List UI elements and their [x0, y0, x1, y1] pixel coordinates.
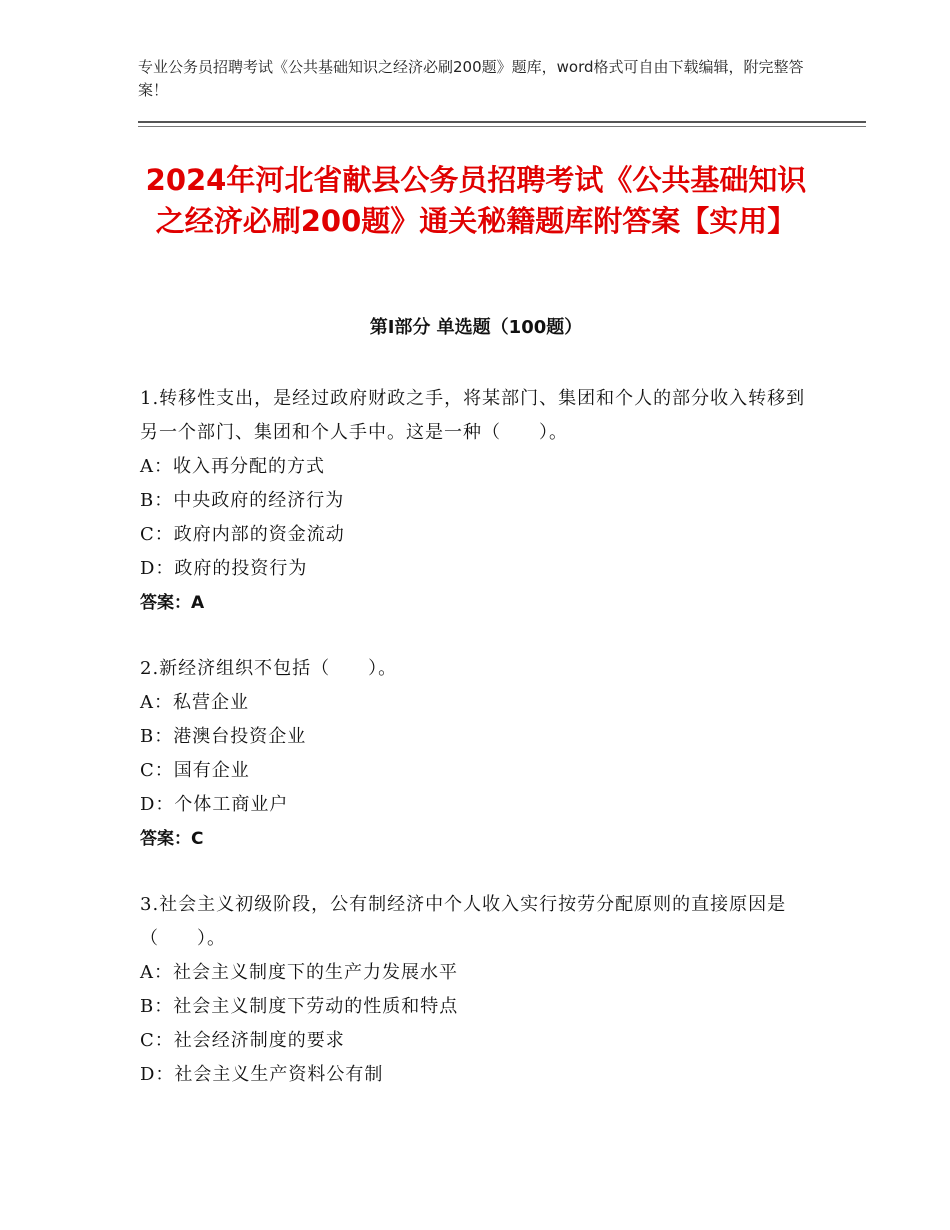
option-a: A：社会主义制度下的生产力发展水平 — [140, 962, 458, 983]
option-d: D：社会主义生产资料公有制 — [140, 1064, 384, 1085]
document-title: 2024年河北省献县公务员招聘考试《公共基础知识之经济必刷200题》通关秘籍题库附答案【实用】 — [145, 163, 807, 238]
section-title: 第I部分 单选题（100题） — [369, 317, 583, 338]
question-1 — [140, 382, 816, 620]
answer: 答案：C — [140, 829, 204, 849]
header-note: 专业公务员招聘考试《公共基础知识之经济必刷200题》题库，word格式可自由下载编辑，附完整答案！ — [138, 58, 804, 99]
answer: 答案：A — [140, 593, 205, 613]
question-list — [140, 382, 816, 1124]
option-b: B：港澳台投资企业 — [140, 726, 307, 747]
header-divider-thin — [138, 126, 866, 127]
question-stem: 3.社会主义初级阶段，公有制经济中个人收入实行按劳分配原则的直接原因是（ ）。 — [140, 894, 787, 949]
option-b: B：社会主义制度下劳动的性质和特点 — [140, 996, 459, 1017]
question-stem: 1.转移性支出，是经过政府财政之手，将某部门、集团和个人的部分收入转移到另一个部门、集团和个人手中。这是一种（ ）。 — [140, 388, 806, 443]
option-d: D：政府的投资行为 — [140, 558, 308, 579]
option-c: C：政府内部的资金流动 — [140, 524, 345, 545]
option-a: A：收入再分配的方式 — [140, 456, 325, 477]
question-2 — [140, 652, 816, 856]
option-b: B：中央政府的经济行为 — [140, 490, 345, 511]
option-c: C：国有企业 — [140, 760, 250, 781]
question-stem: 2.新经济组织不包括（ ）。 — [140, 658, 398, 679]
option-d: D：个体工商业户 — [140, 794, 289, 815]
option-a: A：私营企业 — [140, 692, 249, 713]
header-divider-thick — [138, 121, 866, 123]
option-c: C：社会经济制度的要求 — [140, 1030, 345, 1051]
question-3 — [140, 888, 816, 1092]
